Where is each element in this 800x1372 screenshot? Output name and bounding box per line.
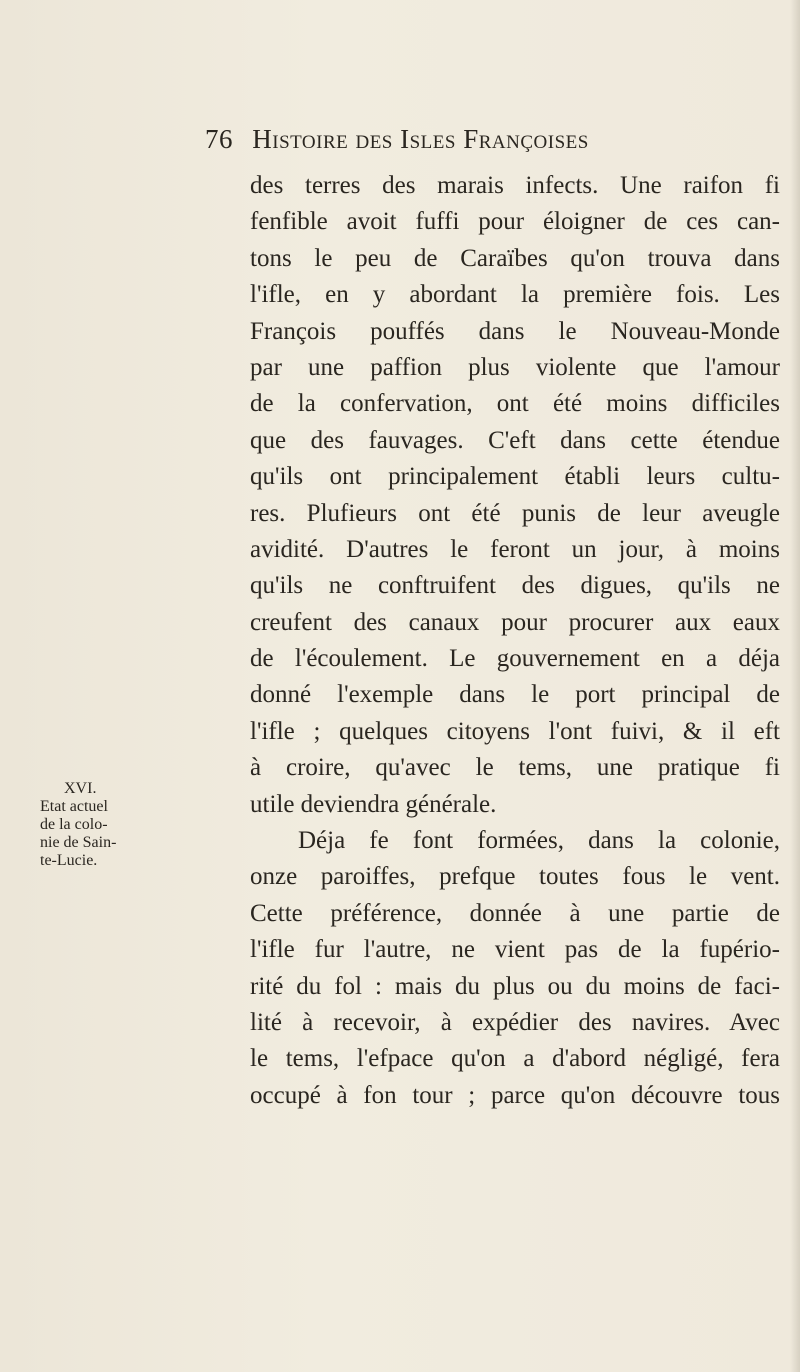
text-line: occupé à fon tour ; parce qu'on découvre tous <box>250 1081 780 1109</box>
text-line: avidité. D'autres le feront un jour, à moins <box>250 535 780 563</box>
text-line: Déja fe font formées, dans la colonie, <box>298 827 780 855</box>
text-line: utile deviendra générale. <box>250 790 497 818</box>
text-line: fenfible avoit fuffi pour éloigner de ces can- <box>250 208 780 236</box>
margin-note <box>40 780 240 870</box>
margin-note-line: XVI. <box>64 780 97 797</box>
running-head <box>205 124 745 160</box>
text-line: lité à recevoir, à expédier des navires. Avec <box>250 1008 780 1036</box>
body-text <box>250 168 780 1114</box>
text-line: rité du fol : mais du plus ou du moins de faci- <box>250 972 780 1000</box>
margin-note-line: de la colo- <box>40 816 108 833</box>
page-edge-shadow <box>790 0 800 1372</box>
text-line: l'ifle fur l'autre, ne vient pas de la fupério- <box>250 936 780 964</box>
margin-note-line: te-Lucie. <box>40 852 98 869</box>
running-title: Histoire des Isles Françoises <box>252 124 589 154</box>
text-line: donné l'exemple dans le port principal de <box>250 681 780 709</box>
text-line: creufent des canaux pour procurer aux eaux <box>250 608 780 636</box>
text-line: res. Plufieurs ont été punis de leur aveugle <box>250 499 780 527</box>
text-line: onze paroiffes, prefque toutes fous le vent. <box>250 863 780 891</box>
text-line: qu'ils ne conftruifent des digues, qu'ils ne <box>250 572 780 600</box>
text-line: Cette préférence, donnée à une partie de <box>250 899 780 927</box>
text-line: qu'ils ont principalement établi leurs cultu- <box>250 463 780 491</box>
text-line: tons le peu de Caraïbes qu'on trouva dans <box>250 244 780 272</box>
page-number: 76 <box>205 124 233 154</box>
text-line: que des fauvages. C'eft dans cette étendue <box>250 426 780 454</box>
text-line: à croire, qu'avec le tems, une pratique fi <box>250 754 780 782</box>
margin-note-line: nie de Sain- <box>40 834 117 851</box>
text-line: l'ifle ; quelques citoyens l'ont fuivi, & il eft <box>250 717 780 745</box>
text-line: le tems, l'efpace qu'on a d'abord négligé, fera <box>250 1045 780 1073</box>
margin-note-line: Etat actuel <box>40 798 108 815</box>
text-line: des terres des marais infects. Une raifon fi <box>250 172 780 199</box>
text-line: François pouffés dans le Nouveau-Monde <box>250 317 780 345</box>
text-line: de l'écoulement. Le gouvernement en a déja <box>250 645 780 673</box>
text-line: de la confervation, ont été moins difficiles <box>250 390 780 418</box>
text-line: l'ifle, en y abordant la première fois. Les <box>250 281 780 309</box>
text-line: par une paffion plus violente que l'amour <box>250 353 780 381</box>
